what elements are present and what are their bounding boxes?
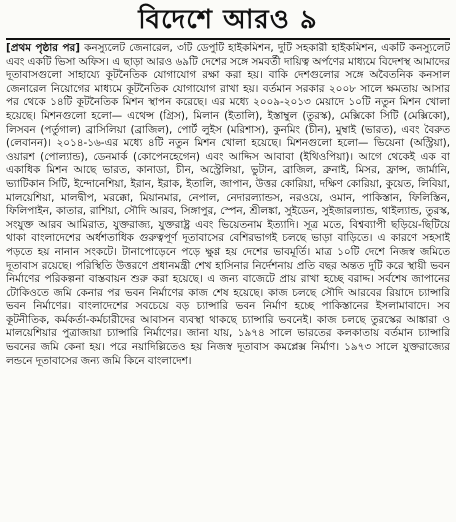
article-body bbox=[6, 42, 450, 520]
continued-from-label: [প্রথম পৃষ্ঠার পর] bbox=[6, 42, 80, 54]
article-text: কনস্যুলেট জেনারেল, ৩টি ডেপুটি হাইকমিশন, দুটি সহকারী হাইকমিশন, একটি কনস্যুলেট এবং একটি ভিসা অফিস। এ ছাড়া আরও ৬৯টি দেশের সঙ্গে সমবর্তী দায়িত্ব অর্পণের মাধ্যমে বিদেশস্থ আমাদের দূতাবাসগুলো সাহায্যে কূটনৈতিক যোগাযোগ রক্ষা করা হয়। বাকি দেশগুলোর সঙ্গে অবৈতনিক কনসাল জেনারেল নিয়োগের মাধ্যমে কূটনৈতিক যোগাযোগ রাখা হয়। বর্তমান সরকার ২০০৮ সালে ক্ষমতায় আসার পর থেকে ১৪টি কূটনৈতিক মিশন স্থাপন করেছে। এর মধ্যে ২০০৯-২০১৩ মেয়াদে ১০টি নতুন মিশন খোলা হয়েছে। মিশনগুলো হলো— এথেন্স (গ্রিস), মিলান (ইতালি), ইস্তাম্বুল (তুরস্ক), মেক্সিকো সিটি (মেক্সিকো), লিসবন (পর্তুগাল) ব্রাসিলিয়া (ব্রাজিল), পোর্ট লুইস (মরিশাস), কুনমিং (চীন), মুম্বাই (ভারত), এবং বৈরুত (লেবানন)। ২০১৪-১৬-এর মধ্যে ৪টি নতুন মিশন খোলা হয়েছে। মিশনগুলো হলো— ভিয়েনা (অস্ট্রিয়া), ওয়ারশ (পোল্যান্ড), ডেনমার্ক (কোপেনহেগেন) এবং আদ্দিস আবাবা (ইথিওপিয়া)। আগে থেকেই এক বা একাধিক মিশন আছে ভারত, কানাডা, চীন, অস্ট্রেলিয়া, ভুটান, ব্রাজিল, ব্রুনাই, মিসর, ফ্রান্স, জার্মানি, ভ্যাটিকান সিটি, ইন্দোনেশিয়া, ইরান, ইরাক, ইতালি, জাপান, উত্তর কোরিয়া, দক্ষিণ কোরিয়া, কুয়েত, লিবিয়া, মালয়েশিয়া, মালদ্বীপ, মরক্কো, মিয়ানমার, নেপাল, নেদারল্যান্ডস, নরওয়ে, ওমান, পাকিস্তান, ফিলিস্তিন, ফিলিপাইন, কাতার, রাশিয়া, সৌদি আরব, সিঙ্গাপুর, স্পেন, শ্রীলঙ্কা, সুইডেন, সুইজারল্যান্ড, থাইল্যান্ড, তুরস্ক, সংযুক্ত আরব আমিরাত, যুক্তরাজ্য, যুক্তরাষ্ট্র এবং ভিয়েতনাম ইত্যাদি। সূত্র মতে, বিশ্বব্যাপী ছড়িয়ে-ছিটিয়ে থাকা বাংলাদেশের অর্ধশতাধিক গুরুত্বপূর্ণ দূতাবাসের বেশিরভাগই চলছে ভাড়া বাড়িতে। এ কারণে সহসাই পড়তে হয় নানান সংকটে। টানাপোড়েনে পড়ে ক্ষুণ্ণ হয় দেশের ভাবমূর্তি। মাত্র ১০টি দেশে নিজস্ব জমিতে দূতাবাস রয়েছে। পরিস্থিতি উত্তরণে প্রধানমন্ত্রী শেখ হাসিনার নির্দেশনায় প্রতি বছর অন্তত দুটি করে স্থায়ী ভবন নির্মাণের পরিকল্পনা বাস্তবায়ন শুরু করা হয়েছে। এ জন্য বাজেটে প্রায় রাখা হচ্ছে বরাদ্দ। সর্বশেষ জাপানের টোকিওতে জমি কেনার পর ভবন নির্মাণের কাজ শেষ হয়েছে। কাজ চলছে সৌদি আরবের রিয়াদে চ্যান্সারি ভবন নির্মাণের। বাংলাদেশের সবচেয়ে বড় চ্যান্সারি ভবন নির্মাণ হচ্ছে পাকিস্তানের ইসলামাবাদে। সব কূটনীতিক, কর্মকর্তা-কর্মচারীদের আবাসন ব্যবস্থা থাকছে চ্যান্সারি ভবনেই। কাজ চলছে তুরস্কের আঙ্কারা ও মালয়েশিয়ার পুত্রাজায়া চ্যান্সারি নির্মাণের। জানা যায়, ১৯৭৪ সালে ভারতের কলকাতায় বর্তমান চ্যান্সারি ভবনের জমি কেনা হয়। পরে নয়াদিল্লিতেও হয় নিজস্ব দূতাবাস কমপ্লেক্স নির্মাণ। ১৯৭৩ সালে যুক্তরাজ্যের লন্ডনে দূতাবাসের জন্য জমি কিনে বাংলাদেশ। bbox=[6, 42, 450, 367]
article-paragraph bbox=[6, 42, 450, 368]
article-headline: বিদেশে আরও ৯ bbox=[138, 5, 318, 35]
headline-divider bbox=[6, 38, 450, 40]
